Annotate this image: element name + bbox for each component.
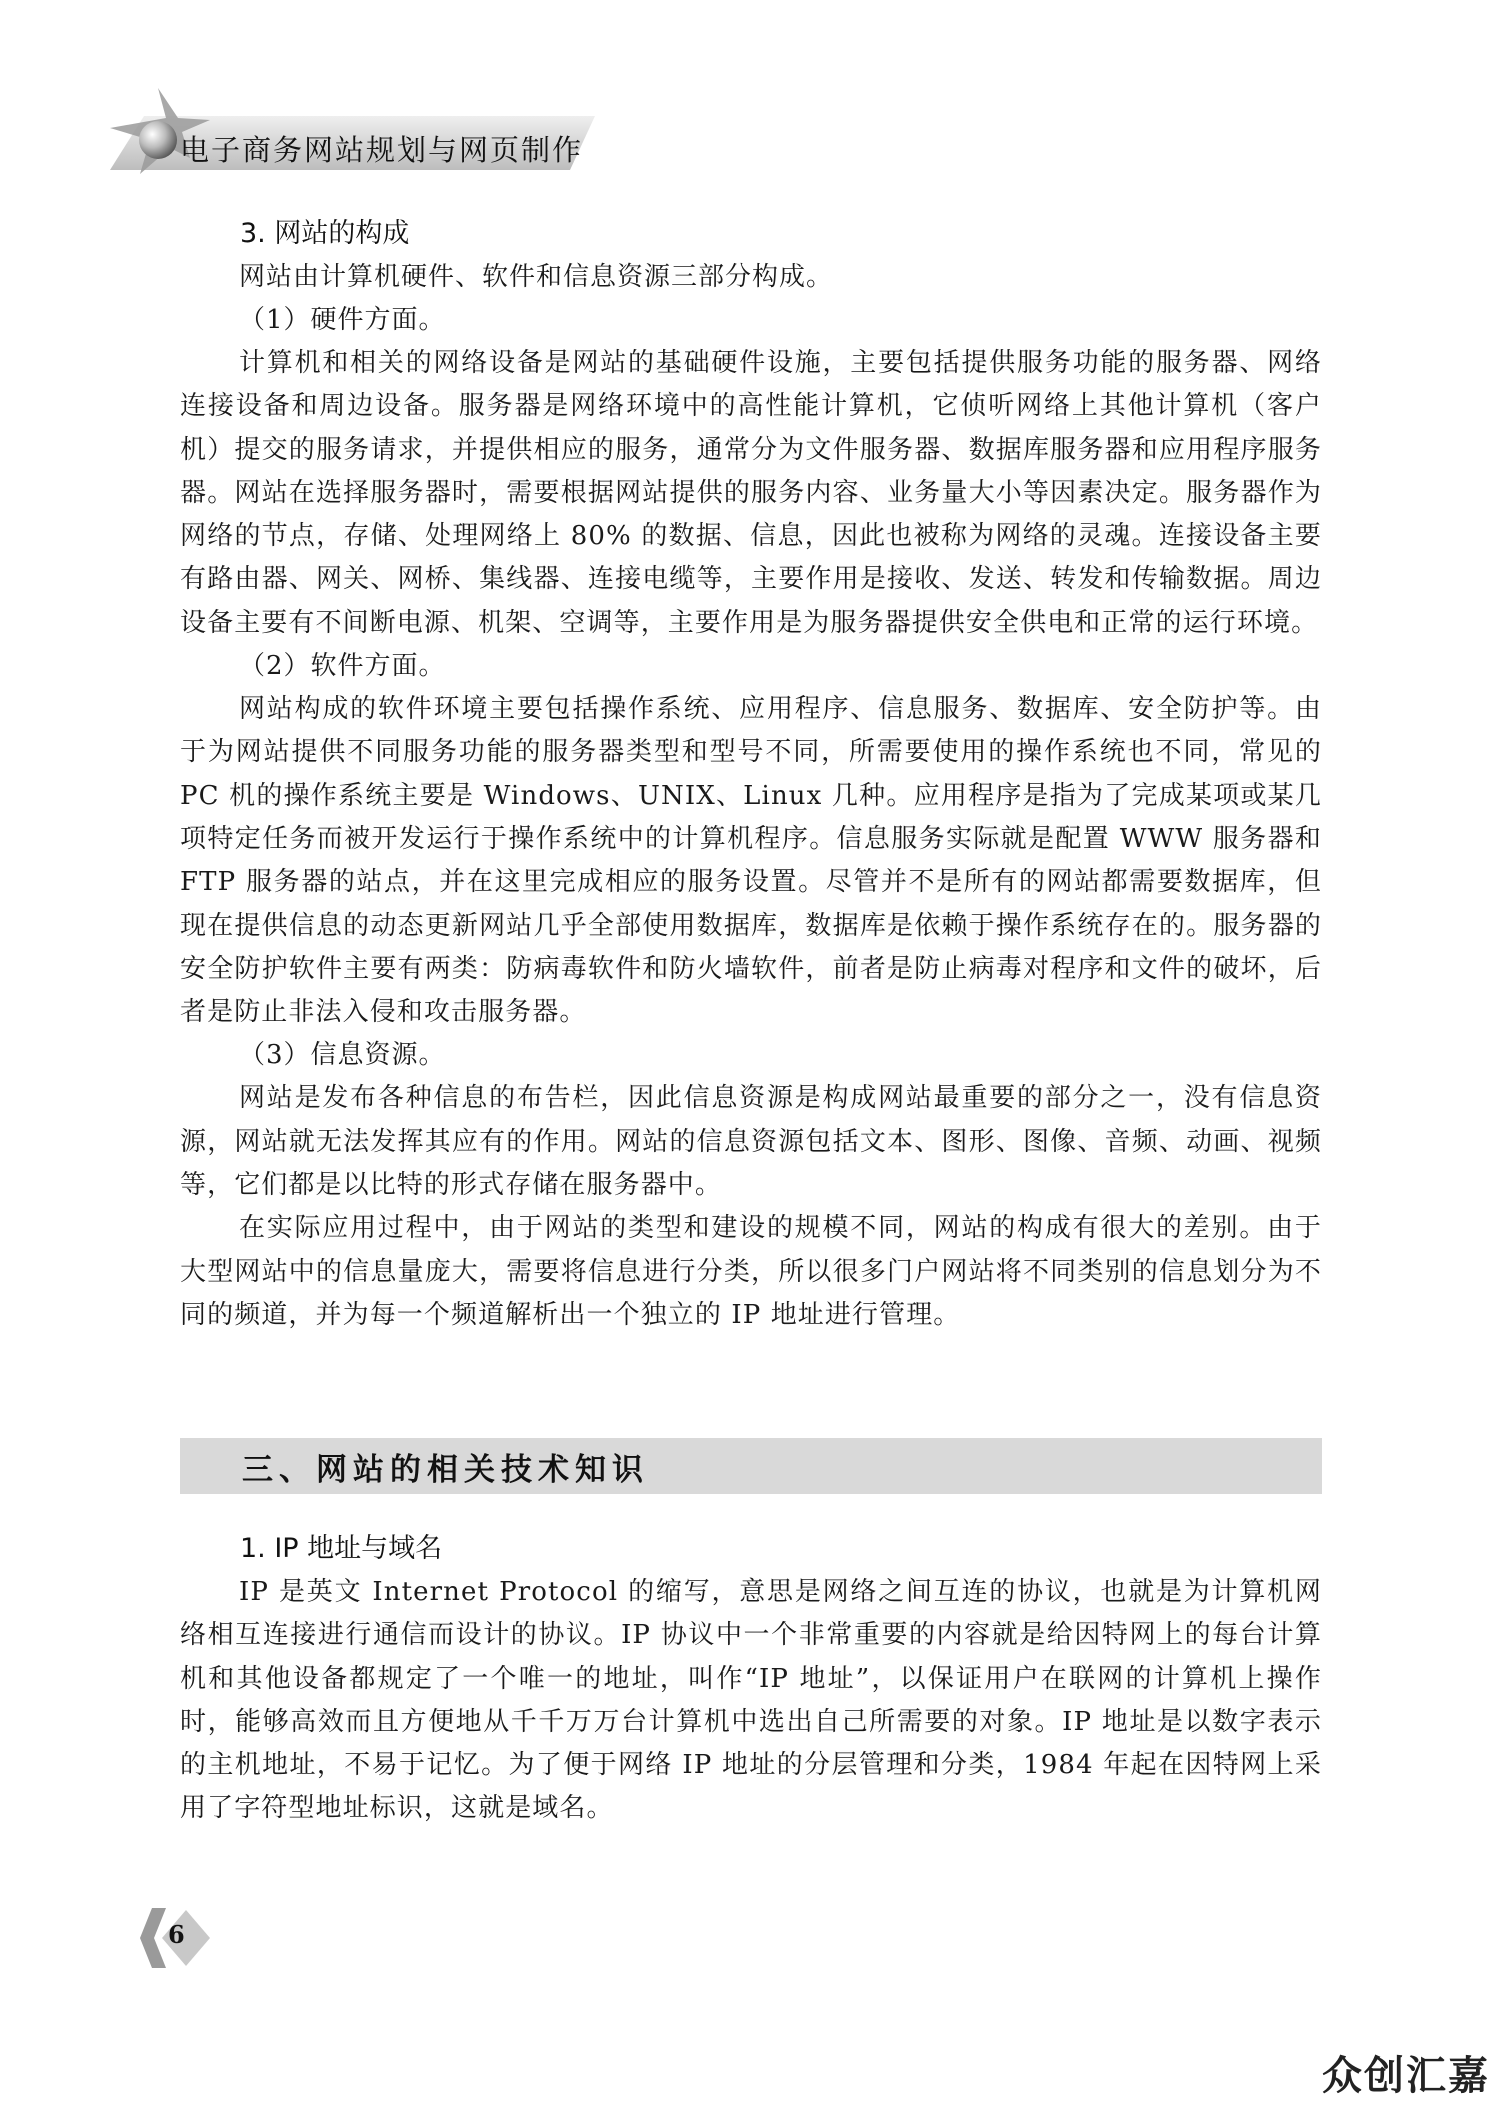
subsection-heading: 1. IP 地址与域名	[240, 1533, 443, 1564]
info-resource-paragraph: 网站是发布各种信息的布告栏，因此信息资源是构成网站最重要的部分之一，没有信息资源，网站就无法发挥其应有的作用。网站的信息资源包括文本、图形、图像、音频、动画、视频等，它们都是以比特的形式存储在服务器中。	[180, 1083, 1322, 1201]
intro-paragraph: 网站由计算机硬件、软件和信息资源三部分构成。	[239, 262, 834, 292]
hardware-label: （1）硬件方面。	[239, 305, 446, 335]
header-title: 电子商务网站规划与网页制作	[180, 133, 584, 167]
software-label: （2）软件方面。	[239, 651, 446, 682]
hardware-paragraph: 计算机和相关的网络设备是网站的基础硬件设施，主要包括提供服务功能的服务器、网络连接设备和周边设备。服务器是网络环境中的高性能计算机，它侦听网络上其他计算机（客户机）提交的服务请求，并提供相应的服务，通常分为文件服务器、数据库服务器和应用程序服务器。网站在选择服务器时，需要根据网站提供的服务内容、业务量大小等因素决定。服务器作为网络的节点，存储、处理网络上 80% 的数据、信息，因此也被称为网络的灵魂。连接设备主要有路由器、网关、网桥、集线器、连接电缆等，主要作用是接收、发送、转发和传输数据。周边设备主要有不间断电源、机架、空调等，主要作用是为服务器提供安全供电和正常的运行环境。	[180, 348, 1322, 638]
section-title-bar	[180, 1438, 1322, 1494]
summary-paragraph: 在实际应用过程中，由于网站的类型和建设的规模不同，网站的构成有很大的差别。由于大型网站中的信息量庞大，需要将信息进行分类，所以很多门户网站将不同类别的信息划分为不同的频道，并为每一个频道解析出一个独立的 IP 地址进行管理。	[180, 1213, 1322, 1330]
info-resource-label: （3）信息资源。	[239, 1040, 446, 1071]
page-number: 6	[168, 1920, 185, 1949]
watermark: 众创汇嘉	[1322, 2053, 1490, 2099]
running-header	[100, 88, 620, 176]
page-number-badge	[138, 1906, 214, 1970]
section-heading: 3. 网站的构成	[240, 218, 410, 249]
section-website-composition	[180, 212, 1322, 1337]
ip-paragraph: IP 是英文 Internet Protocol 的缩写，意思是网络之间互连的协议，也就是为计算机网络相互连接进行通信而设计的协议。IP 协议中一个非常重要的内容就是给因特网上的每台计算机和其他设备都规定了一个唯一的地址，叫作“IP 地址”，以保证用户在联网的计算机上操作时，能够高效而且方便地从千千万万台计算机中选出自己所需要的对象。IP 地址是以数字表示的主机地址，不易于记忆。为了便于网络 IP 地址的分层管理和分类，1984 年起在因特网上采用了字符型地址标识，这就是域名。	[180, 1577, 1322, 1824]
section-title: 三、网站的相关技术知识	[242, 1452, 649, 1488]
software-paragraph: 网站构成的软件环境主要包括操作系统、应用程序、信息服务、数据库、安全防护等。由于为网站提供不同服务功能的服务器类型和型号不同，所需要使用的操作系统也不同，常见的 PC 机的操作系统主要是 Windows、UNIX、Linux 几种。应用程序是指为了完成某项或某几项特定任务而被开发运行于操作系统中的计算机程序。信息服务实际就是配置 WWW 服务器和 FTP 服务器的站点，并在这里完成相应的服务设置。尽管并不是所有的网站都需要数据库，但现在提供信息的动态更新网站几乎全部使用数据库，数据库是依赖于操作系统存在的。服务器的安全防护软件主要有两类：防病毒软件和防火墙软件，前者是防止病毒对程序和文件的破坏，后者是防止非法入侵和攻击服务器。	[180, 694, 1322, 1028]
section-ip-domain	[180, 1527, 1322, 1831]
